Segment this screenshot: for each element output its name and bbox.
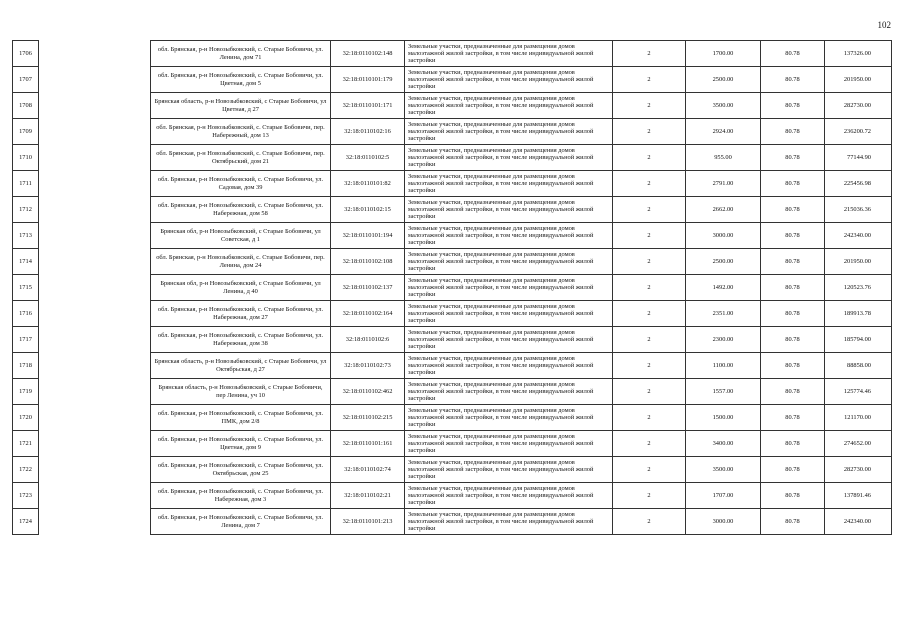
area-cell: 1707.00 [686, 483, 761, 509]
permitted-use-cell: Земельные участки, предназначенные для размещения домов малоэтажной жилой застройки, в том числе индивидуальной жилой застройки [405, 509, 613, 535]
area-cell: 2662.00 [686, 197, 761, 223]
address-cell: обл. Брянская, р-н Новозыбковский, с. Старые Бобовичи, ул. Ленина, дом 71 [151, 41, 331, 67]
row-number: 1720 [13, 405, 39, 431]
category-cell: 2 [613, 483, 686, 509]
category-cell: 2 [613, 379, 686, 405]
category-cell: 2 [613, 119, 686, 145]
category-cell: 2 [613, 67, 686, 93]
area-cell: 1500.00 [686, 405, 761, 431]
cadastral-value-cell: 215036.36 [825, 197, 892, 223]
spacer-cell [39, 223, 151, 249]
area-cell: 1557.00 [686, 379, 761, 405]
permitted-use-cell: Земельные участки, предназначенные для размещения домов малоэтажной жилой застройки, в том числе индивидуальной жилой застройки [405, 223, 613, 249]
area-cell: 2500.00 [686, 67, 761, 93]
category-cell: 2 [613, 93, 686, 119]
permitted-use-cell: Земельные участки, предназначенные для размещения домов малоэтажной жилой застройки, в том числе индивидуальной жилой застройки [405, 197, 613, 223]
specific-value-cell: 80.78 [761, 119, 825, 145]
address-cell: обл. Брянская, р-н Новозыбковский, с. Старые Бобовичи, ул. Садовая, дом 39 [151, 171, 331, 197]
permitted-use-cell: Земельные участки, предназначенные для размещения домов малоэтажной жилой застройки, в том числе индивидуальной жилой застройки [405, 405, 613, 431]
cadastral-number-cell: 32:18:0110101:171 [331, 93, 405, 119]
spacer-cell [39, 145, 151, 171]
area-cell: 3000.00 [686, 509, 761, 535]
permitted-use-cell: Земельные участки, предназначенные для размещения домов малоэтажной жилой застройки, в том числе индивидуальной жилой застройки [405, 119, 613, 145]
specific-value-cell: 80.78 [761, 249, 825, 275]
cadastral-number-cell: 32:18:0110102:462 [331, 379, 405, 405]
land-registry-table [12, 40, 892, 535]
permitted-use-cell: Земельные участки, предназначенные для размещения домов малоэтажной жилой застройки, в том числе индивидуальной жилой застройки [405, 379, 613, 405]
area-cell: 3500.00 [686, 457, 761, 483]
row-number: 1721 [13, 431, 39, 457]
spacer-cell [39, 353, 151, 379]
area-cell: 3400.00 [686, 431, 761, 457]
permitted-use-cell: Земельные участки, предназначенные для размещения домов малоэтажной жилой застройки, в том числе индивидуальной жилой застройки [405, 457, 613, 483]
permitted-use-cell: Земельные участки, предназначенные для размещения домов малоэтажной жилой застройки, в том числе индивидуальной жилой застройки [405, 145, 613, 171]
table-row [13, 93, 892, 119]
cadastral-value-cell: 125774.46 [825, 379, 892, 405]
cadastral-number-cell: 32:18:0110102:5 [331, 145, 405, 171]
row-number: 1719 [13, 379, 39, 405]
spacer-cell [39, 327, 151, 353]
cadastral-number-cell: 32:18:0110102:21 [331, 483, 405, 509]
area-cell: 3500.00 [686, 93, 761, 119]
specific-value-cell: 80.78 [761, 353, 825, 379]
permitted-use-cell: Земельные участки, предназначенные для размещения домов малоэтажной жилой застройки, в том числе индивидуальной жилой застройки [405, 483, 613, 509]
spacer-cell [39, 93, 151, 119]
table-row [13, 457, 892, 483]
specific-value-cell: 80.78 [761, 379, 825, 405]
address-cell: Брянская область, р-н Новозыбковский, с Старые Бобовичи, ул Октябрьская, д 27 [151, 353, 331, 379]
row-number: 1716 [13, 301, 39, 327]
address-cell: обл. Брянская, р-н Новозыбковский, с. Старые Бобовичи, ул. Набережная, дом 38 [151, 327, 331, 353]
row-number: 1708 [13, 93, 39, 119]
area-cell: 2791.00 [686, 171, 761, 197]
cadastral-value-cell: 282730.00 [825, 93, 892, 119]
spacer-cell [39, 483, 151, 509]
cadastral-number-cell: 32:18:0110102:73 [331, 353, 405, 379]
address-cell: обл. Брянская, р-н Новозыбковский, с. Старые Бобовичи, пер. Ленина, дом 24 [151, 249, 331, 275]
specific-value-cell: 80.78 [761, 67, 825, 93]
table-body [13, 41, 892, 535]
category-cell: 2 [613, 509, 686, 535]
cadastral-value-cell: 120523.76 [825, 275, 892, 301]
spacer-cell [39, 275, 151, 301]
cadastral-number-cell: 32:18:0110101:194 [331, 223, 405, 249]
row-number: 1723 [13, 483, 39, 509]
category-cell: 2 [613, 197, 686, 223]
table-row [13, 379, 892, 405]
category-cell: 2 [613, 171, 686, 197]
cadastral-number-cell: 32:18:0110102:6 [331, 327, 405, 353]
cadastral-number-cell: 32:18:0110102:15 [331, 197, 405, 223]
category-cell: 2 [613, 353, 686, 379]
cadastral-value-cell: 274652.00 [825, 431, 892, 457]
category-cell: 2 [613, 431, 686, 457]
address-cell: обл. Брянская, р-н Новозыбковский, с. Старые Бобовичи, ул. ПМК, дом 2/8 [151, 405, 331, 431]
area-cell: 3000.00 [686, 223, 761, 249]
specific-value-cell: 80.78 [761, 509, 825, 535]
cadastral-value-cell: 121170.00 [825, 405, 892, 431]
specific-value-cell: 80.78 [761, 483, 825, 509]
permitted-use-cell: Земельные участки, предназначенные для размещения домов малоэтажной жилой застройки, в том числе индивидуальной жилой застройки [405, 275, 613, 301]
category-cell: 2 [613, 223, 686, 249]
cadastral-number-cell: 32:18:0110102:137 [331, 275, 405, 301]
address-cell: обл. Брянская, р-н Новозыбковский, с. Старые Бобовичи, ул. Набережная, дом 3 [151, 483, 331, 509]
specific-value-cell: 80.78 [761, 41, 825, 67]
row-number: 1710 [13, 145, 39, 171]
spacer-cell [39, 197, 151, 223]
table-row [13, 275, 892, 301]
permitted-use-cell: Земельные участки, предназначенные для размещения домов малоэтажной жилой застройки, в том числе индивидуальной жилой застройки [405, 171, 613, 197]
cadastral-number-cell: 32:18:0110102:108 [331, 249, 405, 275]
permitted-use-cell: Земельные участки, предназначенные для размещения домов малоэтажной жилой застройки, в том числе индивидуальной жилой застройки [405, 249, 613, 275]
address-cell: Брянская область, р-н Новозыбковский, с Старые Бобовичи, ул Цветная, д 27 [151, 93, 331, 119]
row-number: 1711 [13, 171, 39, 197]
table-row [13, 249, 892, 275]
area-cell: 2500.00 [686, 249, 761, 275]
table-row [13, 67, 892, 93]
cadastral-value-cell: 282730.00 [825, 457, 892, 483]
spacer-cell [39, 509, 151, 535]
cadastral-value-cell: 242340.00 [825, 509, 892, 535]
cadastral-value-cell: 77144.90 [825, 145, 892, 171]
table-row [13, 119, 892, 145]
address-cell: обл. Брянская, р-н Новозыбковский, с. Старые Бобовичи, ул. Октябрьская, дом 25 [151, 457, 331, 483]
permitted-use-cell: Земельные участки, предназначенные для размещения домов малоэтажной жилой застройки, в том числе индивидуальной жилой застройки [405, 431, 613, 457]
address-cell: обл. Брянская, р-н Новозыбковский, с. Старые Бобовичи, ул. Цветная, дом 5 [151, 67, 331, 93]
row-number: 1718 [13, 353, 39, 379]
permitted-use-cell: Земельные участки, предназначенные для размещения домов малоэтажной жилой застройки, в том числе индивидуальной жилой застройки [405, 301, 613, 327]
table-row [13, 327, 892, 353]
area-cell: 1492.00 [686, 275, 761, 301]
permitted-use-cell: Земельные участки, предназначенные для размещения домов малоэтажной жилой застройки, в том числе индивидуальной жилой застройки [405, 41, 613, 67]
cadastral-value-cell: 225456.98 [825, 171, 892, 197]
specific-value-cell: 80.78 [761, 145, 825, 171]
spacer-cell [39, 249, 151, 275]
specific-value-cell: 80.78 [761, 275, 825, 301]
spacer-cell [39, 301, 151, 327]
address-cell: обл. Брянская, р-н Новозыбковский, с. Старые Бобовичи, пер. Набережный, дом 13 [151, 119, 331, 145]
specific-value-cell: 80.78 [761, 197, 825, 223]
spacer-cell [39, 119, 151, 145]
cadastral-number-cell: 32:18:0110102:215 [331, 405, 405, 431]
spacer-cell [39, 405, 151, 431]
spacer-cell [39, 67, 151, 93]
row-number: 1714 [13, 249, 39, 275]
cadastral-number-cell: 32:18:0110102:16 [331, 119, 405, 145]
area-cell: 2351.00 [686, 301, 761, 327]
address-cell: обл. Брянская, р-н Новозыбковский, с. Старые Бобовичи, ул. Набережная, дом 27 [151, 301, 331, 327]
table-row [13, 509, 892, 535]
area-cell: 2300.00 [686, 327, 761, 353]
spacer-cell [39, 457, 151, 483]
cadastral-value-cell: 88858.00 [825, 353, 892, 379]
table-row [13, 405, 892, 431]
row-number: 1712 [13, 197, 39, 223]
area-cell: 1100.00 [686, 353, 761, 379]
row-number: 1709 [13, 119, 39, 145]
table-row [13, 41, 892, 67]
category-cell: 2 [613, 301, 686, 327]
address-cell: обл. Брянская, р-н Новозыбковский, с. Старые Бобовичи, ул. Набережная, дом 58 [151, 197, 331, 223]
specific-value-cell: 80.78 [761, 405, 825, 431]
address-cell: Брянская обл, р-н Новозыбковский, с Старые Бобовичи, ул Ленина, д 40 [151, 275, 331, 301]
specific-value-cell: 80.78 [761, 431, 825, 457]
row-number: 1724 [13, 509, 39, 535]
cadastral-number-cell: 32:18:0110102:148 [331, 41, 405, 67]
category-cell: 2 [613, 457, 686, 483]
cadastral-value-cell: 201950.00 [825, 67, 892, 93]
permitted-use-cell: Земельные участки, предназначенные для размещения домов малоэтажной жилой застройки, в том числе индивидуальной жилой застройки [405, 353, 613, 379]
row-number: 1707 [13, 67, 39, 93]
area-cell: 955.00 [686, 145, 761, 171]
spacer-cell [39, 431, 151, 457]
address-cell: Брянская обл, р-н Новозыбковский, с Старые Бобовичи, ул Советская, д 1 [151, 223, 331, 249]
spacer-cell [39, 379, 151, 405]
address-cell: обл. Брянская, р-н Новозыбковский, с. Старые Бобовичи, ул. Ленина, дом 7 [151, 509, 331, 535]
table-row [13, 223, 892, 249]
permitted-use-cell: Земельные участки, предназначенные для размещения домов малоэтажной жилой застройки, в том числе индивидуальной жилой застройки [405, 327, 613, 353]
permitted-use-cell: Земельные участки, предназначенные для размещения домов малоэтажной жилой застройки, в том числе индивидуальной жилой застройки [405, 93, 613, 119]
specific-value-cell: 80.78 [761, 327, 825, 353]
cadastral-number-cell: 32:18:0110101:161 [331, 431, 405, 457]
category-cell: 2 [613, 145, 686, 171]
table-row [13, 145, 892, 171]
specific-value-cell: 80.78 [761, 457, 825, 483]
table-row [13, 301, 892, 327]
category-cell: 2 [613, 41, 686, 67]
table-row [13, 197, 892, 223]
cadastral-number-cell: 32:18:0110101:213 [331, 509, 405, 535]
page-number: 102 [877, 20, 891, 30]
row-number: 1713 [13, 223, 39, 249]
table-row [13, 431, 892, 457]
cadastral-value-cell: 185794.00 [825, 327, 892, 353]
category-cell: 2 [613, 275, 686, 301]
category-cell: 2 [613, 405, 686, 431]
specific-value-cell: 80.78 [761, 223, 825, 249]
cadastral-value-cell: 137326.00 [825, 41, 892, 67]
cadastral-value-cell: 201950.00 [825, 249, 892, 275]
row-number: 1706 [13, 41, 39, 67]
spacer-cell [39, 171, 151, 197]
specific-value-cell: 80.78 [761, 171, 825, 197]
specific-value-cell: 80.78 [761, 93, 825, 119]
cadastral-value-cell: 189913.78 [825, 301, 892, 327]
table-row [13, 353, 892, 379]
address-cell: обл. Брянская, р-н Новозыбковский, с. Старые Бобовичи, ул. Цветная, дом 9 [151, 431, 331, 457]
cadastral-value-cell: 137891.46 [825, 483, 892, 509]
area-cell: 2924.00 [686, 119, 761, 145]
permitted-use-cell: Земельные участки, предназначенные для размещения домов малоэтажной жилой застройки, в том числе индивидуальной жилой застройки [405, 67, 613, 93]
address-cell: Брянская область, р-н Новозыбковский, с Старые Бобовичи, пер Ленина, уч 10 [151, 379, 331, 405]
cadastral-number-cell: 32:18:0110102:164 [331, 301, 405, 327]
specific-value-cell: 80.78 [761, 301, 825, 327]
category-cell: 2 [613, 327, 686, 353]
row-number: 1722 [13, 457, 39, 483]
area-cell: 1700.00 [686, 41, 761, 67]
row-number: 1715 [13, 275, 39, 301]
cadastral-number-cell: 32:18:0110101:82 [331, 171, 405, 197]
table-row [13, 171, 892, 197]
cadastral-number-cell: 32:18:0110102:74 [331, 457, 405, 483]
table-row [13, 483, 892, 509]
cadastral-value-cell: 236200.72 [825, 119, 892, 145]
cadastral-value-cell: 242340.00 [825, 223, 892, 249]
cadastral-number-cell: 32:18:0110101:179 [331, 67, 405, 93]
row-number: 1717 [13, 327, 39, 353]
address-cell: обл. Брянская, р-н Новозыбковский, с. Старые Бобовичи, пер. Октябрьский, дом 21 [151, 145, 331, 171]
spacer-cell [39, 41, 151, 67]
category-cell: 2 [613, 249, 686, 275]
